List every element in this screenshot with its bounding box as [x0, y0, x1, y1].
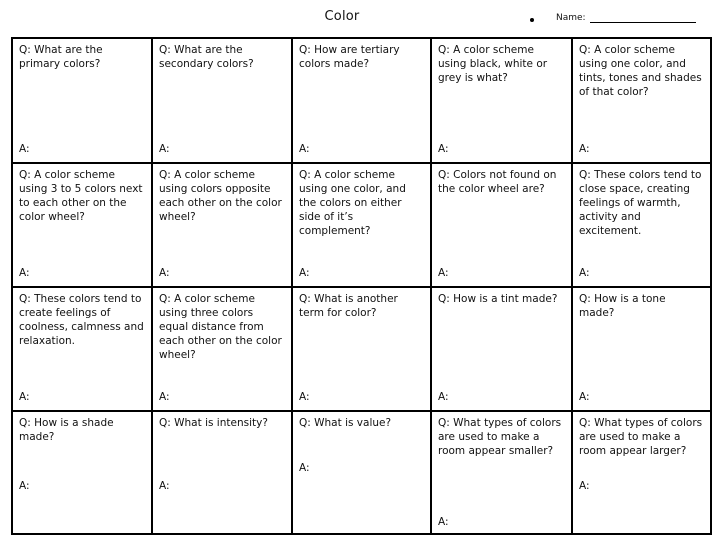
grid-row — [12, 287, 711, 411]
name-blank-line[interactable] — [590, 13, 696, 23]
question-text: Q: A color scheme using colors opposite each other on the color wheel? — [159, 169, 282, 223]
bullet-dot — [530, 18, 534, 22]
question-text: Q: What is intensity? — [159, 417, 268, 429]
question-cell[interactable] — [152, 38, 292, 163]
question-text: Q: These colors tend to create feelings of coolness, calmness and relaxation. — [19, 293, 144, 347]
question-cell[interactable] — [431, 411, 572, 534]
answer-label: A: — [159, 391, 170, 403]
question-text: Q: What are the primary colors? — [19, 44, 103, 70]
question-cell[interactable] — [12, 38, 152, 163]
question-cell[interactable] — [431, 287, 572, 411]
answer-label: A: — [438, 516, 449, 528]
question-cell[interactable] — [152, 163, 292, 287]
question-text: Q: What are the secondary colors? — [159, 44, 254, 70]
answer-label: A: — [299, 462, 310, 474]
answer-label: A: — [438, 267, 449, 279]
grid-row — [12, 411, 711, 534]
answer-label: A: — [579, 143, 590, 155]
answer-label: A: — [299, 391, 310, 403]
question-text: Q: Colors not found on the color wheel are? — [438, 169, 557, 195]
question-text: Q: How are tertiary colors made? — [299, 44, 400, 70]
answer-label: A: — [579, 391, 590, 403]
question-text: Q: What types of colors are used to make a room appear smaller? — [438, 417, 562, 457]
answer-label: A: — [159, 267, 170, 279]
answer-label: A: — [579, 267, 590, 279]
answer-label: A: — [438, 391, 449, 403]
question-text: Q: How is a tint made? — [438, 293, 558, 305]
question-cell[interactable] — [12, 287, 152, 411]
answer-label: A: — [299, 143, 310, 155]
answer-label: A: — [159, 480, 170, 492]
grid-row — [12, 38, 711, 163]
answer-label: A: — [19, 267, 30, 279]
page-title: Color — [324, 9, 360, 24]
name-label: Name: — [556, 13, 586, 23]
question-cell[interactable] — [572, 38, 711, 163]
question-cell[interactable] — [431, 163, 572, 287]
question-cell[interactable] — [572, 287, 711, 411]
answer-label: A: — [299, 267, 310, 279]
answer-label: A: — [159, 143, 170, 155]
grid-row — [12, 163, 711, 287]
question-cell[interactable] — [12, 411, 152, 534]
question-cell[interactable] — [431, 38, 572, 163]
answer-label: A: — [579, 480, 590, 492]
answer-label: A: — [19, 391, 30, 403]
question-text: Q: A color scheme using one color, and the colors on either side of it’s complement? — [299, 169, 406, 237]
question-text: Q: How is a tone made? — [579, 293, 666, 319]
question-grid — [11, 37, 712, 535]
question-text: Q: A color scheme using one color, and tints, tones and shades of that color? — [579, 44, 702, 98]
question-text: Q: A color scheme using 3 to 5 colors next to each other on the color wheel? — [19, 169, 143, 223]
question-cell[interactable] — [292, 38, 431, 163]
question-cell[interactable] — [152, 287, 292, 411]
question-text: Q: A color scheme using three colors equal distance from each other on the color wheel? — [159, 293, 282, 361]
answer-label: A: — [19, 143, 30, 155]
question-text: Q: What types of colors are used to make a room appear larger? — [579, 417, 703, 457]
question-text: Q: What is another term for color? — [299, 293, 398, 319]
answer-label: A: — [438, 143, 449, 155]
question-cell[interactable] — [572, 411, 711, 534]
question-cell[interactable] — [12, 163, 152, 287]
answer-label: A: — [19, 480, 30, 492]
question-text: Q: A color scheme using black, white or grey is what? — [438, 44, 548, 84]
question-text: Q: These colors tend to close space, creating feelings of warmth, activity and excitement. — [579, 169, 702, 237]
question-cell[interactable] — [292, 287, 431, 411]
question-cell[interactable] — [292, 163, 431, 287]
question-cell[interactable] — [152, 411, 292, 534]
question-cell[interactable] — [572, 163, 711, 287]
question-text: Q: How is a shade made? — [19, 417, 114, 443]
question-cell[interactable] — [292, 411, 431, 534]
question-text: Q: What is value? — [299, 417, 392, 429]
name-field-group — [556, 13, 696, 23]
